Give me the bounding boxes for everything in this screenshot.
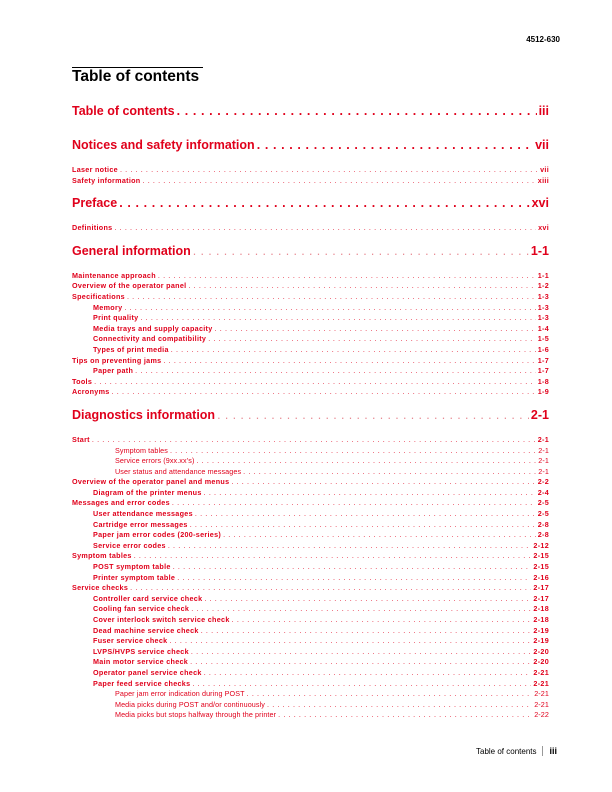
- toc-entry-label: Cartridge error messages: [93, 519, 188, 529]
- toc-entry-page: 2-20: [533, 657, 549, 667]
- toc-leader-dots: [173, 562, 532, 571]
- toc-leader-dots: [169, 636, 531, 645]
- toc-leader-dots: [170, 446, 536, 455]
- toc-entry-label: Laser notice: [72, 165, 118, 174]
- toc-entry-page: vii: [535, 138, 549, 152]
- toc-entry-page: 2-4: [537, 487, 549, 497]
- toc-entry-label: Memory: [93, 302, 123, 312]
- toc-leader-dots: [191, 647, 532, 656]
- toc-entry-label: Paper jam error codes (200-series): [93, 530, 222, 540]
- toc-leader-dots: [114, 223, 536, 232]
- document-id: 4512-630: [526, 35, 560, 44]
- toc-leader-dots: [172, 498, 536, 507]
- toc-leader-dots: [208, 334, 535, 343]
- toc-entry[interactable]: [72, 583, 549, 594]
- toc-entry-page: xvi: [538, 223, 549, 233]
- toc-entry-page: vii: [540, 165, 549, 174]
- toc-leader-dots: [171, 345, 536, 354]
- toc-entry-label: Operator panel service check: [93, 667, 202, 677]
- toc-entry-page: 1-1: [537, 270, 549, 280]
- toc-entry-label: Dead machine service check: [93, 625, 199, 635]
- toc-entry-label: Paper jam error indication during POST: [115, 689, 245, 699]
- toc-entry-label: User attendance messages: [93, 509, 193, 519]
- toc-entry-page: 1-4: [537, 323, 549, 333]
- toc-entry-page: 2-1: [538, 456, 549, 466]
- toc-entry[interactable]: [72, 356, 549, 367]
- toc-leader-dots: [112, 387, 536, 396]
- toc-entry-page: 1-3: [537, 313, 549, 323]
- toc-leader-dots: [177, 104, 537, 118]
- toc-entry-label: Tips on preventing jams: [72, 355, 162, 365]
- toc-entry-page: 1-7: [537, 366, 549, 376]
- toc-entry[interactable]: [72, 366, 549, 377]
- toc-entry-page: 2-15: [533, 551, 549, 561]
- toc-leader-dots: [278, 710, 532, 719]
- toc-entry-page: 2-5: [537, 498, 549, 508]
- toc-entry[interactable]: [72, 700, 549, 711]
- toc-entry[interactable]: [72, 679, 549, 690]
- toc-entry-page: 2-5: [537, 509, 549, 519]
- toc-entry-label: Definitions: [72, 223, 113, 233]
- toc-entry-label: Diagram of the printer menus: [93, 487, 202, 497]
- toc-entry-label: Notices and safety information: [72, 138, 255, 152]
- toc-entry-label: LVPS/HVPS service check: [93, 646, 189, 656]
- toc-entry-label: Tools: [72, 376, 93, 386]
- toc-leader-dots: [192, 679, 531, 688]
- toc-leader-dots: [267, 700, 532, 709]
- toc-entry-page: 2-19: [533, 636, 549, 646]
- toc-chapter-entry[interactable]: [72, 196, 549, 220]
- toc-entry-label: Symptom tables: [115, 445, 168, 455]
- toc-entry[interactable]: [72, 541, 549, 552]
- toc-entry-page: 2-8: [537, 519, 549, 529]
- toc-entry-label: Service error codes: [93, 540, 166, 550]
- toc-entry-label: Preface: [72, 196, 118, 211]
- toc-entry[interactable]: [72, 647, 549, 658]
- toc-entry-label: Service checks: [72, 583, 129, 593]
- toc-leader-dots: [177, 573, 531, 582]
- toc-entry-page: iii: [538, 104, 549, 118]
- toc-entry-label: Overview of the operator panel and menus: [72, 477, 230, 487]
- toc-entry[interactable]: [72, 615, 549, 626]
- toc-entry[interactable]: [72, 223, 549, 234]
- toc-entry-page: 2-19: [533, 625, 549, 635]
- toc-entry-page: 2-1: [538, 445, 549, 455]
- toc-entry[interactable]: [72, 446, 549, 457]
- toc-leader-dots: [134, 551, 532, 560]
- toc-leader-dots: [217, 408, 529, 422]
- toc-entry-page: xvi: [531, 196, 549, 211]
- toc-entry-label: Symptom tables: [72, 551, 132, 561]
- toc-entry[interactable]: [72, 551, 549, 562]
- toc-entry-label: Connectivity and compatibility: [93, 334, 207, 344]
- toc-entry-page: 2-15: [533, 562, 549, 572]
- toc-entry-page: 1-3: [537, 302, 549, 312]
- toc-entry[interactable]: [72, 303, 549, 314]
- toc-entry-label: Diagnostics information: [72, 407, 216, 422]
- toc-entry-page: 2-18: [533, 615, 549, 624]
- toc-leader-dots: [204, 668, 532, 677]
- toc-entry-label: Media picks during POST and/or continuously: [115, 699, 265, 709]
- toc-entry[interactable]: [72, 281, 549, 292]
- toc-entry-label: Safety information: [72, 175, 141, 185]
- toc-leader-dots: [143, 176, 536, 185]
- toc-entry[interactable]: [72, 562, 549, 573]
- toc-leader-dots: [124, 303, 535, 312]
- toc-entry-label: Printer symptom table: [93, 572, 176, 582]
- toc-entry-page: 2-1: [538, 466, 549, 476]
- toc-leader-dots: [135, 366, 536, 375]
- toc-entry-page: 2-1: [537, 434, 549, 444]
- toc-leader-dots: [195, 509, 536, 518]
- toc-entry-page: 2-16: [533, 572, 549, 582]
- toc-entry[interactable]: [72, 668, 549, 679]
- toc-entry-label: Cover interlock switch service check: [93, 615, 230, 624]
- toc-leader-dots: [201, 626, 532, 635]
- toc-leader-dots: [119, 196, 529, 210]
- toc-entry[interactable]: [72, 710, 549, 721]
- toc-leader-dots: [130, 583, 531, 592]
- toc-entry-page: 2-8: [537, 530, 549, 540]
- toc-entry[interactable]: [72, 292, 549, 303]
- toc-entry[interactable]: [72, 313, 549, 324]
- toc-leader-dots: [257, 138, 533, 152]
- toc-entry-label: Print quality: [93, 313, 139, 323]
- toc-entry[interactable]: [72, 573, 549, 584]
- toc-entry-label: Paper path: [93, 366, 134, 376]
- toc-leader-dots: [140, 313, 535, 322]
- toc-entry-page: 1-6: [537, 344, 549, 354]
- toc-leader-dots: [127, 292, 536, 301]
- toc-entry-page: 2-17: [533, 593, 549, 603]
- toc-leader-dots: [204, 488, 536, 497]
- toc-chapter-entry[interactable]: [72, 104, 549, 128]
- toc-entry[interactable]: [72, 435, 549, 446]
- toc-leader-dots: [120, 165, 538, 174]
- footer-label: Table of contents: [476, 746, 537, 756]
- footer-separator: [542, 746, 543, 756]
- toc-leader-dots: [94, 377, 536, 386]
- toc-leader-dots: [193, 244, 529, 258]
- toc-entry-page: 1-2: [537, 281, 549, 291]
- toc-leader-dots: [158, 271, 536, 280]
- toc-entry-label: Types of print media: [93, 344, 169, 354]
- toc-entry-label: Fuser service check: [93, 636, 168, 646]
- toc-leader-dots: [231, 477, 535, 486]
- toc-entry-label: Service errors (9xx.xx’s): [115, 456, 195, 466]
- toc-entry-label: Media trays and supply capacity: [93, 323, 213, 333]
- toc-entry-label: Acronyms: [72, 387, 110, 397]
- toc-entry-page: 2-12: [533, 540, 549, 550]
- toc-entry-page: xiii: [537, 175, 549, 185]
- toc-entry[interactable]: [72, 530, 549, 541]
- toc-entry-page: 1-7: [537, 355, 549, 365]
- toc-entry-page: 1-8: [537, 376, 549, 386]
- toc-leader-dots: [223, 530, 536, 539]
- toc-entry-label: Specifications: [72, 291, 125, 301]
- toc-entry-page: 2-20: [533, 646, 549, 656]
- toc-entry[interactable]: [72, 657, 549, 668]
- toc-entry[interactable]: [72, 509, 549, 520]
- toc-entry-label: Messages and error codes: [72, 498, 170, 508]
- toc-leader-dots: [92, 435, 536, 444]
- toc-entry[interactable]: [72, 377, 549, 388]
- toc-leader-dots: [191, 604, 531, 613]
- toc-entry-label: Overview of the operator panel: [72, 281, 187, 291]
- page-footer: [476, 746, 557, 756]
- toc-entry[interactable]: [72, 636, 549, 647]
- toc-entry-page: 2-18: [533, 604, 549, 614]
- page-title: Table of contents: [72, 68, 200, 85]
- toc-entry-page: 2-1: [530, 407, 549, 422]
- toc-chapter-entry[interactable]: [72, 408, 549, 432]
- toc-list: [72, 104, 549, 721]
- toc-entry-label: Media picks but stops halfway through the printer: [115, 710, 277, 720]
- toc-entry-label: Controller card service check: [93, 593, 203, 603]
- toc-entry-page: 2-2: [537, 477, 549, 487]
- toc-leader-dots: [190, 657, 531, 666]
- toc-leader-dots: [243, 467, 536, 476]
- toc-leader-dots: [247, 689, 533, 698]
- toc-leader-dots: [188, 281, 535, 290]
- toc-entry[interactable]: [72, 271, 549, 282]
- toc-entry[interactable]: [72, 345, 549, 356]
- toc-entry[interactable]: [72, 626, 549, 637]
- toc-leader-dots: [215, 324, 536, 333]
- toc-entry[interactable]: [72, 498, 549, 509]
- toc-leader-dots: [168, 541, 532, 550]
- toc-entry[interactable]: [72, 477, 549, 488]
- toc-entry[interactable]: [72, 334, 549, 345]
- toc-entry-label: Table of contents: [72, 104, 175, 118]
- toc-entry-page: 2-21: [534, 689, 549, 699]
- toc-entry-label: Cooling fan service check: [93, 604, 190, 614]
- toc-leader-dots: [204, 594, 531, 603]
- toc-entry-label: Start: [72, 434, 90, 444]
- toc-entry-page: 2-21: [534, 699, 549, 709]
- toc-entry-page: 1-3: [537, 291, 549, 301]
- toc-entry-page: 1-1: [530, 243, 549, 258]
- toc-entry[interactable]: [72, 594, 549, 605]
- toc-entry[interactable]: [72, 176, 549, 187]
- toc-entry-page: 1-9: [537, 387, 549, 397]
- toc-entry-label: POST symptom table: [93, 562, 171, 572]
- toc-entry-label: Main motor service check: [93, 657, 189, 667]
- toc-entry-page: 2-17: [533, 583, 549, 593]
- toc-entry-label: General information: [72, 243, 191, 258]
- toc-leader-dots: [196, 456, 536, 465]
- toc-entry[interactable]: [72, 520, 549, 531]
- toc-entry-label: User status and attendance messages: [115, 466, 242, 476]
- toc-entry[interactable]: [72, 488, 549, 499]
- toc-entry[interactable]: [72, 165, 549, 176]
- footer-page-number: iii: [549, 746, 557, 756]
- toc-entry[interactable]: [72, 689, 549, 700]
- toc-entry-label: Maintenance approach: [72, 270, 156, 280]
- toc-entry-page: 2-21: [533, 678, 549, 688]
- toc-entry-page: 1-5: [537, 334, 549, 344]
- toc-entry-page: 2-21: [533, 667, 549, 677]
- toc-entry-label: Paper feed service checks: [93, 678, 191, 688]
- toc-entry-page: 2-22: [534, 710, 549, 720]
- toc-leader-dots: [163, 356, 535, 365]
- toc-entry[interactable]: [72, 456, 549, 467]
- toc-entry[interactable]: [72, 324, 549, 335]
- toc-leader-dots: [190, 520, 536, 529]
- toc-chapter-entry[interactable]: [72, 244, 549, 268]
- toc-entry[interactable]: [72, 604, 549, 615]
- toc-leader-dots: [232, 615, 532, 624]
- toc-entry[interactable]: [72, 387, 549, 398]
- toc-chapter-entry[interactable]: [72, 138, 549, 162]
- toc-entry[interactable]: [72, 467, 549, 478]
